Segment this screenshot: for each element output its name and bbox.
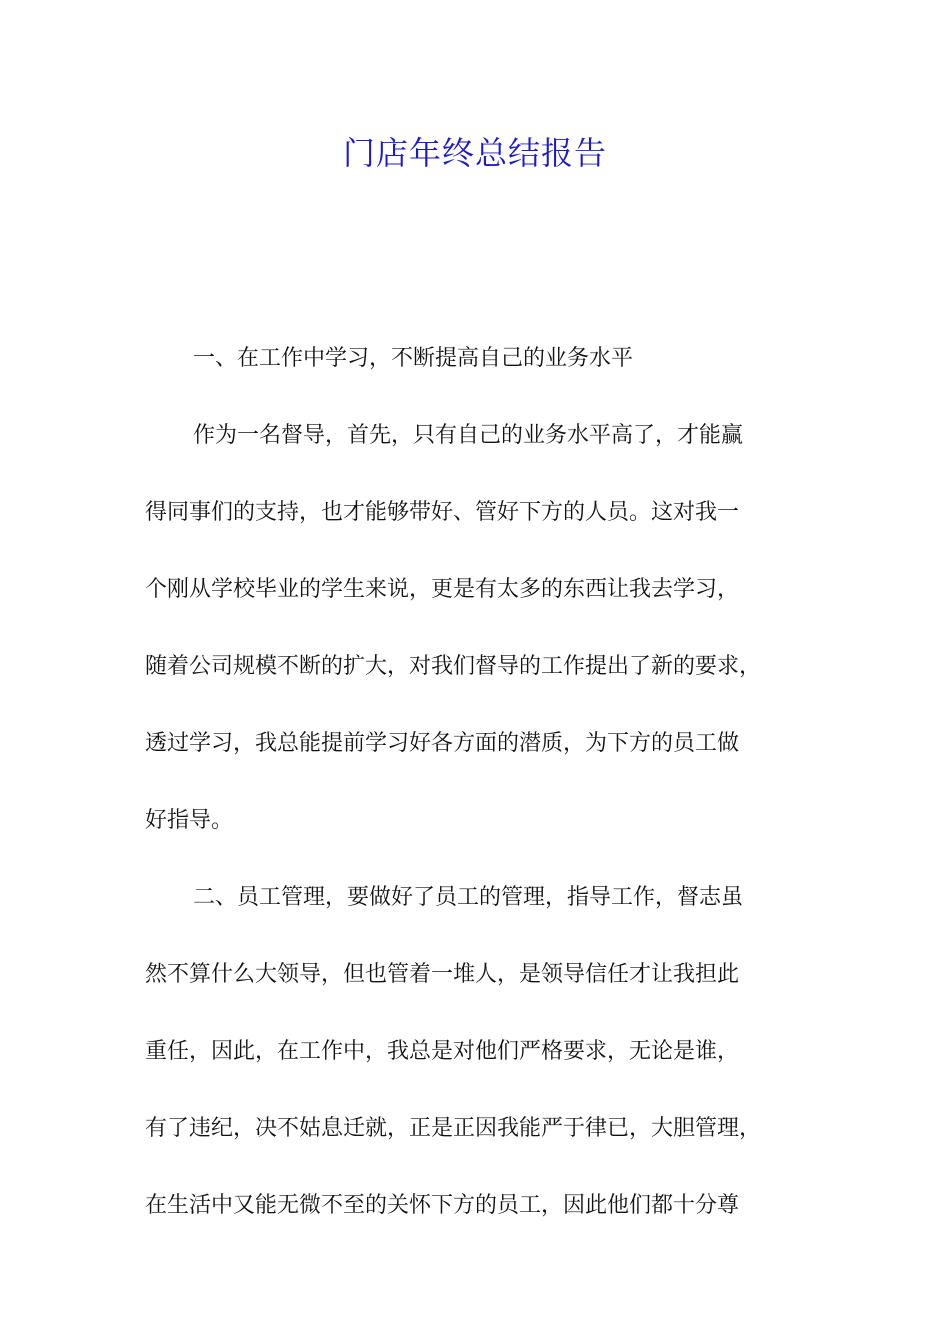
- paragraph-line: 然不算什么大领导，但也管着一堆人，是领导信任才让我担此: [145, 962, 740, 987]
- paragraph-line: 个刚从学校毕业的学生来说，更是有太多的东西让我去学习，: [145, 577, 740, 602]
- document-title: 门店年终总结报告: [342, 134, 607, 172]
- section-heading-2: 二、员工管理，要做好了员工的管理，指导工作，督志虽: [193, 885, 744, 910]
- section-heading-1: 一、在工作中学习，不断提高自己的业务水平: [193, 346, 634, 371]
- paragraph-line: 随着公司规模不断的扩大，对我们督导的工作提出了新的要求，: [145, 654, 762, 679]
- document-body: [145, 340, 830, 1264]
- paragraph-line: 得同事们的支持，也才能够带好、管好下方的人员。这对我一: [145, 500, 740, 525]
- paragraph-line: 在生活中又能无微不至的关怀下方的员工，因此他们都十分尊: [145, 1193, 740, 1218]
- paragraph-line: 透过学习，我总能提前学习好各方面的潜质，为下方的员工做: [145, 731, 740, 756]
- paragraph-line: 重任，因此，在工作中，我总是对他们严格要求，无论是谁，: [145, 1039, 740, 1064]
- paragraph-line: 有了违纪，决不姑息迁就，正是正因我能严于律已，大胆管理，: [145, 1116, 762, 1141]
- paragraph-line: 作为一名督导，首先，只有自己的业务水平高了，才能赢: [193, 423, 744, 448]
- paragraph-line: 好指导。: [145, 808, 234, 833]
